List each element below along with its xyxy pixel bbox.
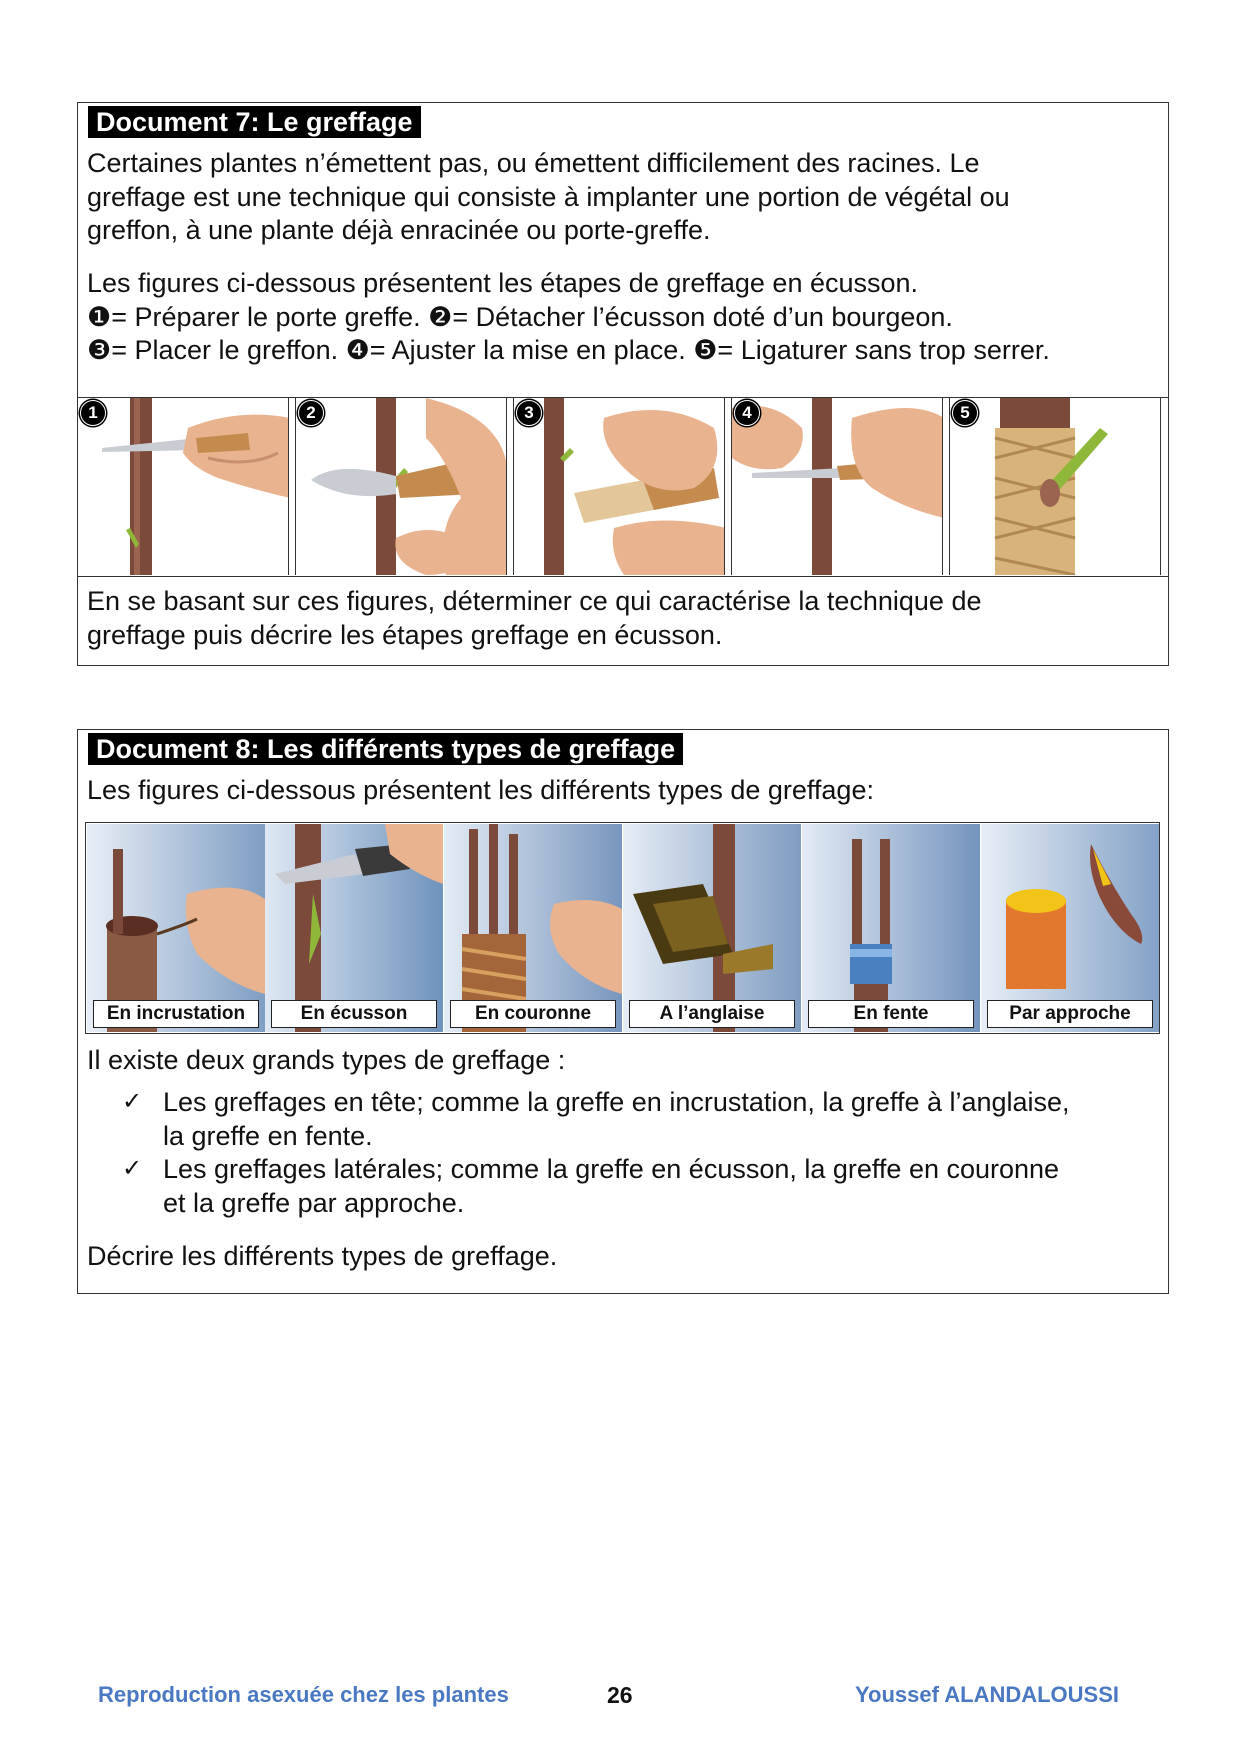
check-icon: ✓ bbox=[122, 1088, 143, 1115]
doc7-para1-line1: Certaines plantes n’émettent pas, ou émettent difficilement des racines. Le bbox=[87, 148, 980, 178]
doc7-para1-line2: greffage est une technique qui consiste à implanter une portion de végétal ou bbox=[87, 182, 1010, 212]
footer-course-title: Reproduction asexuée chez les plantes bbox=[98, 1682, 509, 1707]
document-8-box bbox=[77, 729, 1169, 1294]
type-label-anglaise: A l’anglaise bbox=[629, 1000, 795, 1028]
doc7-question-line1: En se basant sur ces figures, déterminer ce qui caractérise la technique de bbox=[87, 586, 982, 616]
type-fente-figure bbox=[802, 824, 980, 1032]
step-2-figure bbox=[295, 398, 507, 575]
footer-author: Youssef ALANDALOUSSI bbox=[855, 1682, 1120, 1707]
bullet2-line2: et la greffe par approche. bbox=[163, 1188, 465, 1218]
bullet1-line1: Les greffages en tête; comme la greffe en incrustation, la greffe à l’anglaise, bbox=[163, 1087, 1070, 1117]
type-label-incrustation: En incrustation bbox=[93, 1000, 259, 1028]
step-3-number: 3 bbox=[516, 400, 542, 426]
doc8-summary: Il existe deux grands types de greffage : bbox=[87, 1045, 566, 1075]
document-8-title: Document 8: Les différents types de greffage bbox=[88, 733, 683, 765]
doc8-question: Décrire les différents types de greffage. bbox=[87, 1241, 558, 1271]
doc7-para1-line3: greffon, à une plante déjà enracinée ou porte-greffe. bbox=[87, 215, 711, 245]
step-5-number: 5 bbox=[952, 400, 978, 426]
step-3-figure bbox=[513, 398, 725, 575]
document-7-box bbox=[77, 102, 1169, 666]
bullet1-line2: la greffe en fente. bbox=[163, 1121, 373, 1151]
doc7-steps-line1: ❶= Préparer le porte greffe. ❷= Détacher l’écusson doté d’un bourgeon. bbox=[87, 302, 953, 332]
doc7-question-line2: greffage puis décrire les étapes greffage en écusson. bbox=[87, 620, 723, 650]
doc7-steps-line2: ❸= Placer le greffon. ❹= Ajuster la mise en place. ❺= Ligaturer sans trop serrer. bbox=[87, 335, 1050, 365]
type-label-couronne: En couronne bbox=[450, 1000, 616, 1028]
type-approche-figure bbox=[981, 824, 1159, 1032]
step-1-figure bbox=[77, 398, 289, 575]
page-number: 26 bbox=[607, 1682, 633, 1708]
grafting-steps-figures bbox=[77, 397, 1169, 577]
type-incrustation-figure bbox=[87, 824, 265, 1032]
step-5-figure bbox=[949, 398, 1161, 575]
bullet2-line1: Les greffages latérales; comme la greffe en écusson, la greffe en couronne bbox=[163, 1154, 1060, 1184]
step-2-number: 2 bbox=[298, 400, 324, 426]
step-4-number: 4 bbox=[734, 400, 760, 426]
type-label-ecusson: En écusson bbox=[271, 1000, 437, 1028]
type-label-approche: Par approche bbox=[987, 1000, 1153, 1028]
type-ecusson-figure bbox=[265, 824, 443, 1032]
doc7-steps-intro: Les figures ci-dessous présentent les étapes de greffage en écusson. bbox=[87, 268, 919, 298]
grafting-types-figures bbox=[85, 822, 1160, 1034]
type-couronne-figure bbox=[444, 824, 622, 1032]
type-label-fente: En fente bbox=[808, 1000, 974, 1028]
check-icon: ✓ bbox=[122, 1155, 143, 1182]
doc8-intro: Les figures ci-dessous présentent les différents types de greffage: bbox=[87, 775, 874, 805]
document-7-title: Document 7: Le greffage bbox=[88, 106, 421, 138]
type-anglaise-figure bbox=[623, 824, 801, 1032]
step-4-figure bbox=[731, 398, 943, 575]
step-1-number: 1 bbox=[80, 400, 106, 426]
